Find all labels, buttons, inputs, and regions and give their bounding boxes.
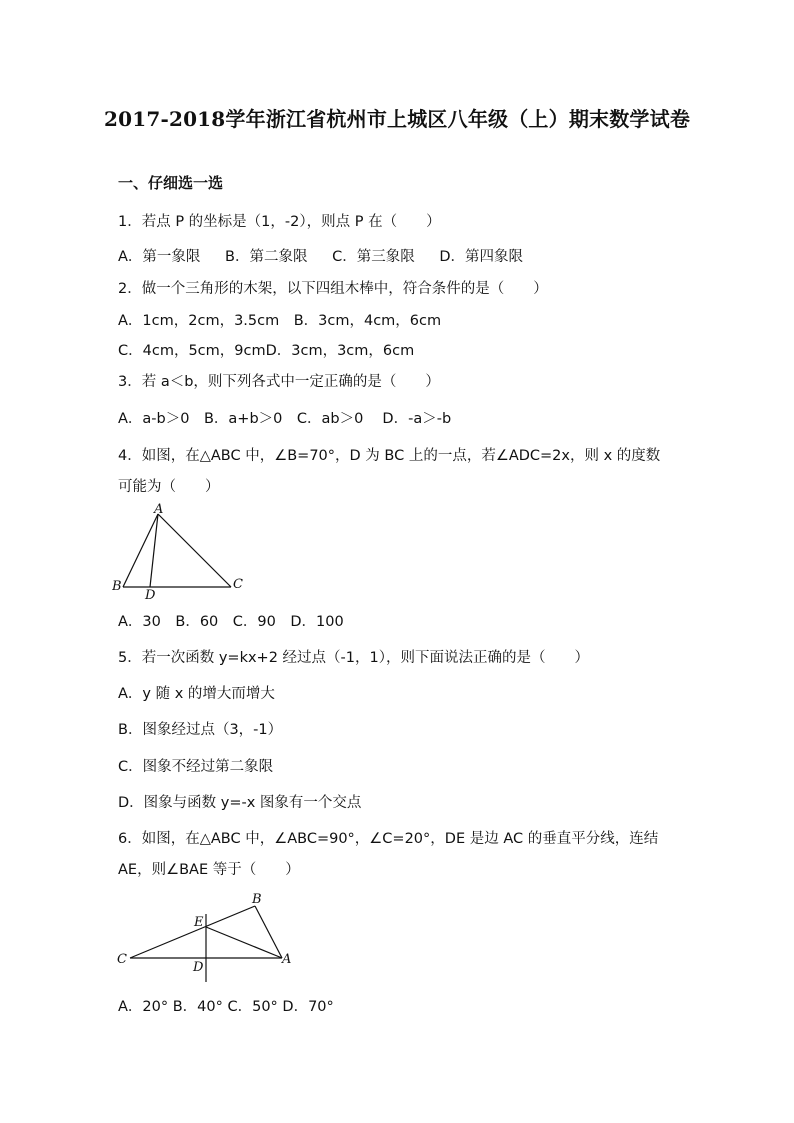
question-2-stem: 2．做一个三角形的木架，以下四组木棒中，符合条件的是（ ）: [118, 281, 548, 297]
q6-options[interactable]: A．20° B．40° C．50° D．70°: [118, 999, 334, 1015]
q3-options[interactable]: A．a-b＞0 B．a+b＞0 C．ab＞0 D．-a＞-b: [118, 411, 452, 427]
q1-option-d[interactable]: D．第四象限: [439, 249, 523, 265]
q4-options[interactable]: A．30 B．60 C．90 D．100: [118, 614, 344, 630]
q4-label-d: D: [145, 588, 156, 602]
q6-label-d: D: [193, 960, 204, 975]
q5-option-a[interactable]: A．y 随 x 的增大而增大: [118, 686, 275, 702]
q6-label-c: C: [117, 952, 127, 967]
q5-option-b[interactable]: B．图象经过点（3，-1）: [118, 722, 283, 738]
question-6-stem-line2: AE，则∠BAE 等于（ ）: [118, 862, 300, 878]
question-1-stem: 1．若点 P 的坐标是（1，-2），则点 P 在（ ）: [118, 214, 441, 230]
q4-segment-ad: [150, 514, 158, 587]
question-4-stem-line1: 4．如图，在△ABC 中，∠B=70°，D 为 BC 上的一点，若∠ADC=2x，则 x 的度数: [118, 448, 661, 464]
q4-side-ab: [123, 514, 158, 587]
q6-triangle-figure: [114, 890, 296, 990]
q5-option-c[interactable]: C．图象不经过第二象限: [118, 759, 274, 775]
q2-options-row1[interactable]: A．1cm，2cm，3.5cm B．3cm，4cm，6cm: [118, 313, 442, 329]
q4-label-b: B: [112, 579, 122, 594]
q4-label-c: C: [233, 577, 243, 592]
question-1-options: [118, 247, 523, 267]
q1-option-b[interactable]: B．第二象限: [225, 249, 308, 265]
section-heading: 一、仔细选一选: [118, 174, 224, 192]
q6-segment-ea: [206, 927, 282, 958]
q6-label-b: B: [252, 892, 262, 907]
q6-label-e: E: [194, 915, 204, 930]
q6-side-ba: [255, 906, 282, 958]
q4-side-ac: [158, 514, 231, 587]
page-title: 2017-2018学年浙江省杭州市上城区八年级（上）期末数学试卷: [103, 107, 691, 131]
q1-option-a[interactable]: A．第一象限: [118, 249, 201, 265]
q2-options-row2[interactable]: C．4cm，5cm，9cmD．3cm，3cm，6cm: [118, 343, 415, 359]
q4-label-a: A: [154, 502, 164, 517]
q6-side-cb: [130, 906, 255, 958]
q6-label-a: A: [282, 952, 292, 967]
question-4-stem-line2: 可能为（ ）: [118, 479, 220, 495]
question-3-stem: 3．若 a＜b，则下列各式中一定正确的是（ ）: [118, 374, 440, 390]
q4-triangle-figure: [112, 500, 252, 602]
q5-option-d[interactable]: D．图象与函数 y=-x 图象有一个交点: [118, 795, 362, 811]
question-5-stem: 5．若一次函数 y=kx+2 经过点（-1，1），则下面说法正确的是（ ）: [118, 650, 589, 666]
question-6-stem-line1: 6．如图，在△ABC 中，∠ABC=90°，∠C=20°，DE 是边 AC 的垂直平分线，连结: [118, 831, 659, 847]
q1-option-c[interactable]: C．第三象限: [332, 249, 415, 265]
